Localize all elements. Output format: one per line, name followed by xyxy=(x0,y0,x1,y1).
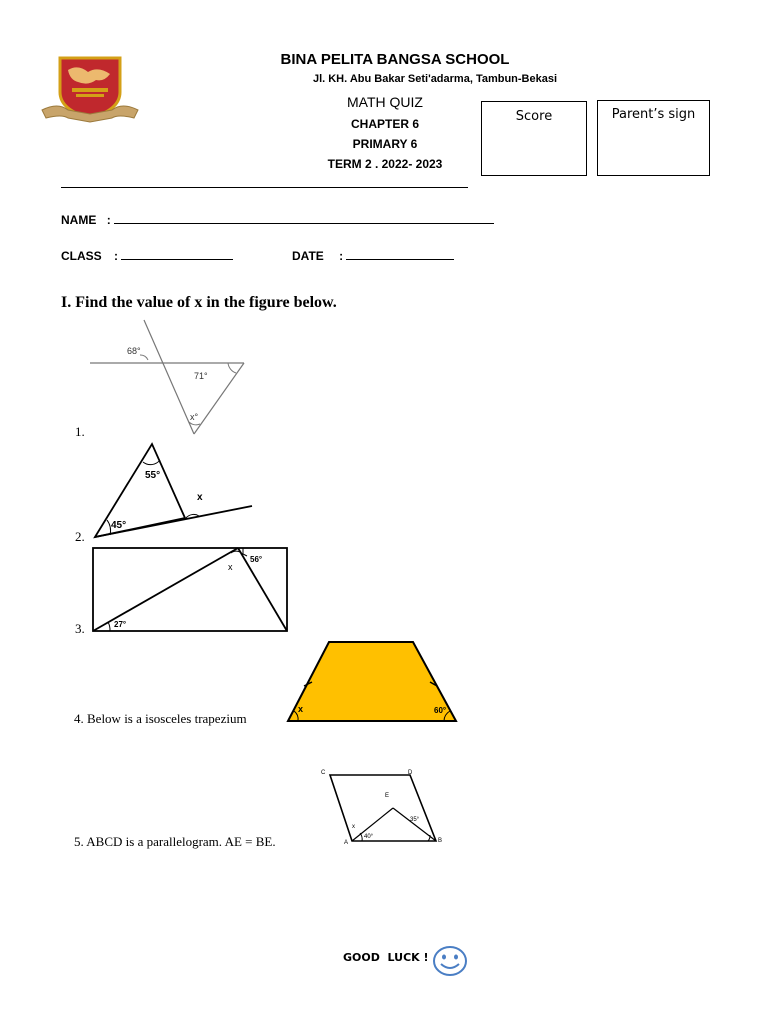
q1-label-68: 68° xyxy=(127,346,141,356)
parent-sign-box[interactable] xyxy=(597,100,710,176)
parent-sign-label: Parent’s sign xyxy=(611,107,696,122)
q5-label-x: x xyxy=(352,824,355,830)
q5-label-d: D xyxy=(408,770,413,776)
class-field[interactable] xyxy=(121,249,233,260)
name-label: NAME xyxy=(61,213,97,227)
name-colon: : xyxy=(106,213,111,227)
question-2-number: 2. xyxy=(75,529,85,544)
q5-label-40: 40° xyxy=(364,834,374,840)
question-5-description: ABCD is a parallelogram. AE = BE. xyxy=(86,834,276,849)
score-box[interactable] xyxy=(481,101,587,176)
q2-label-45: 45° xyxy=(111,520,127,531)
class-label: CLASS xyxy=(61,249,102,263)
q1-label-x: x° xyxy=(190,412,199,422)
question-4-figure xyxy=(284,640,460,724)
q3-label-27: 27° xyxy=(114,620,127,629)
q1-label-71: 71° xyxy=(194,371,208,381)
q5-label-e: E xyxy=(385,793,390,799)
question-5-number: 5. xyxy=(74,834,84,849)
name-field[interactable] xyxy=(114,213,494,224)
q5-label-b: B xyxy=(438,838,443,844)
date-label: DATE xyxy=(292,249,324,263)
question-3-number: 3. xyxy=(75,621,85,636)
class-row xyxy=(61,249,261,263)
date-colon: : xyxy=(339,249,344,263)
question-4-number: 4. xyxy=(74,711,84,726)
q2-label-x: x xyxy=(197,492,203,503)
chapter-label: CHAPTER 6 xyxy=(350,117,419,131)
name-row xyxy=(61,213,501,227)
school-logo xyxy=(38,52,142,124)
question-4-description: Below is a isosceles trapezium xyxy=(87,711,247,726)
q5-label-35: 35° xyxy=(410,817,420,823)
question-5-text xyxy=(74,834,276,850)
question-4-text xyxy=(74,711,247,727)
header-divider xyxy=(61,187,468,188)
date-row xyxy=(292,249,472,263)
q3-label-x: x xyxy=(228,562,233,572)
school-address: Jl. KH. Abu Bakar Seti'adarma, Tambun-Bekasi xyxy=(312,73,558,85)
question-3-figure xyxy=(90,546,290,634)
quiz-title: MATH QUIZ xyxy=(347,94,423,110)
q3-label-56: 56° xyxy=(250,555,263,564)
q5-label-a: A xyxy=(344,840,349,846)
q4-label-x: x xyxy=(298,704,304,714)
question-1-number: 1. xyxy=(75,424,85,439)
class-colon: : xyxy=(114,249,119,263)
smiley-face-icon xyxy=(431,945,469,977)
question-2-figure xyxy=(90,440,255,540)
school-name: BINA PELITA BANGSA SCHOOL xyxy=(280,51,510,68)
score-label: Score xyxy=(515,109,553,124)
q2-label-55: 55° xyxy=(145,470,161,481)
q5-label-c: C xyxy=(321,770,326,776)
term-label: TERM 2 . 2022- 2023 xyxy=(327,157,443,171)
section-heading: I. Find the value of x in the figure below. xyxy=(61,294,337,311)
q4-label-60: 60° xyxy=(434,706,447,715)
good-luck-text: GOOD LUCK ! xyxy=(343,951,429,964)
question-1-figure xyxy=(88,316,248,436)
question-5-figure xyxy=(316,765,446,847)
date-field[interactable] xyxy=(346,249,454,260)
grade-label: PRIMARY 6 xyxy=(352,137,418,151)
